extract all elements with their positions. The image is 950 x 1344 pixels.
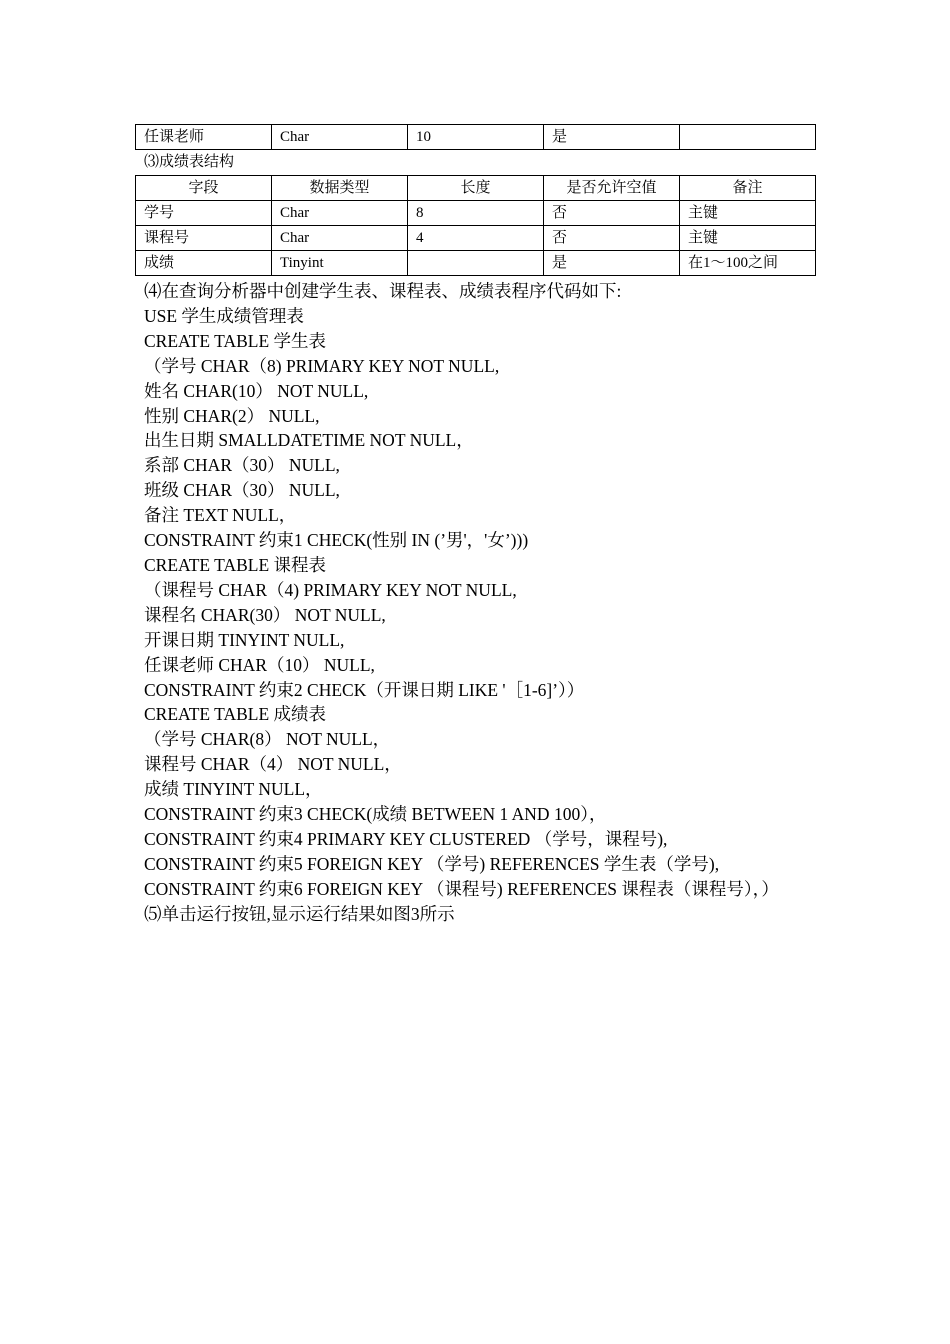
code-line: CREATE TABLE 学生表 (144, 330, 327, 351)
table-row (136, 201, 816, 226)
code-line: 出生日期 SMALLDATETIME NOT NULL， (144, 430, 474, 451)
code-line: 备注 TEXT NULL， (144, 505, 297, 526)
table-cell: 学号 (136, 201, 272, 226)
table-cell: 课程号 (136, 226, 272, 251)
code-line: （课程号 CHAR（4) PRIMARY KEY NOT NULL, (144, 579, 517, 600)
code-line: 系部 CHAR（30） NULL, (144, 455, 340, 476)
table-row (136, 226, 816, 251)
code-line: 开课日期 TINYINT NULL, (144, 629, 345, 650)
code-line: CONSTRAINT 约束1 CHECK(性别 IN (’男'，'女’))) (144, 530, 529, 551)
code-line: CONSTRAINT 约束3 CHECK(成绩 BETWEEN 1 AND 100）， (144, 804, 607, 825)
table-row (136, 125, 816, 150)
section-heading: ⑷在查询分析器中创建学生表、课程表、成绩表程序代码如下: (144, 281, 622, 301)
table-header-cell: 数据类型 (272, 176, 408, 201)
table-cell: 否 (544, 201, 680, 226)
table-header-row (136, 176, 816, 201)
code-line: CONSTRAINT 约束4 PRIMARY KEY CLUSTERED （学号，课程号), (144, 828, 668, 849)
table-cell: 任课老师 (136, 125, 272, 150)
code-line: （学号 CHAR(8） NOT NULL， (144, 729, 391, 750)
table-cell: 主键 (680, 226, 816, 251)
table-cell: 是 (544, 251, 680, 276)
table-cell: 主键 (680, 201, 816, 226)
code-line: 性别 CHAR(2） NULL, (144, 405, 320, 426)
table-cell (408, 251, 544, 276)
grades-table (135, 175, 816, 276)
code-line: 姓名 CHAR(10） NOT NULL, (144, 380, 369, 401)
code-line: USE 学生成绩管理表 (144, 305, 304, 326)
table-cell: Tinyint (272, 251, 408, 276)
code-line: 班级 CHAR（30） NULL, (144, 480, 340, 501)
code-line: 任课老师 CHAR（10） NULL, (144, 654, 375, 675)
code-line: CONSTRAINT 约束5 FOREIGN KEY （学号) REFERENCES 学生表（学号), (144, 853, 720, 874)
table-cell: 是 (544, 125, 680, 150)
code-line: 成绩 TINYINT NULL， (144, 779, 323, 800)
table-cell: 成绩 (136, 251, 272, 276)
table-cell: 在1～100之间 (680, 251, 816, 276)
table-cell: Char (272, 226, 408, 251)
code-line: 课程名 CHAR(30） NOT NULL, (144, 604, 386, 625)
code-line: （学号 CHAR（8) PRIMARY KEY NOT NULL, (144, 355, 500, 376)
table-cell: 10 (408, 125, 544, 150)
table-cell: 8 (408, 201, 544, 226)
code-line: CONSTRAINT 约束6 FOREIGN KEY （课程号) REFERENCES 课程表（课程号），） (144, 878, 779, 899)
grades-table-caption: ⑶成绩表结构 (144, 154, 235, 170)
section-heading: ⑸单击运行按钮,显示运行结果如图3所示 (144, 903, 455, 924)
table-cell: 4 (408, 226, 544, 251)
table-header-cell: 是否允许空值 (544, 176, 680, 201)
course-table-continued (135, 124, 816, 150)
code-line: CREATE TABLE 成绩表 (144, 704, 327, 725)
table-header-cell: 备注 (680, 176, 816, 201)
table-cell (680, 125, 816, 150)
sql-code-block (144, 279, 810, 927)
code-line: 课程号 CHAR（4） NOT NULL， (144, 754, 402, 775)
table-cell: Char (272, 201, 408, 226)
code-line: CREATE TABLE 课程表 (144, 554, 327, 575)
code-line: CONSTRAINT 约束2 CHECK（开课日期 LIKE '［1-6]’）） (144, 679, 585, 700)
table-cell: 否 (544, 226, 680, 251)
table-header-cell: 长度 (408, 176, 544, 201)
table-header-cell: 字段 (136, 176, 272, 201)
table-row (136, 251, 816, 276)
table-cell: Char (272, 125, 408, 150)
